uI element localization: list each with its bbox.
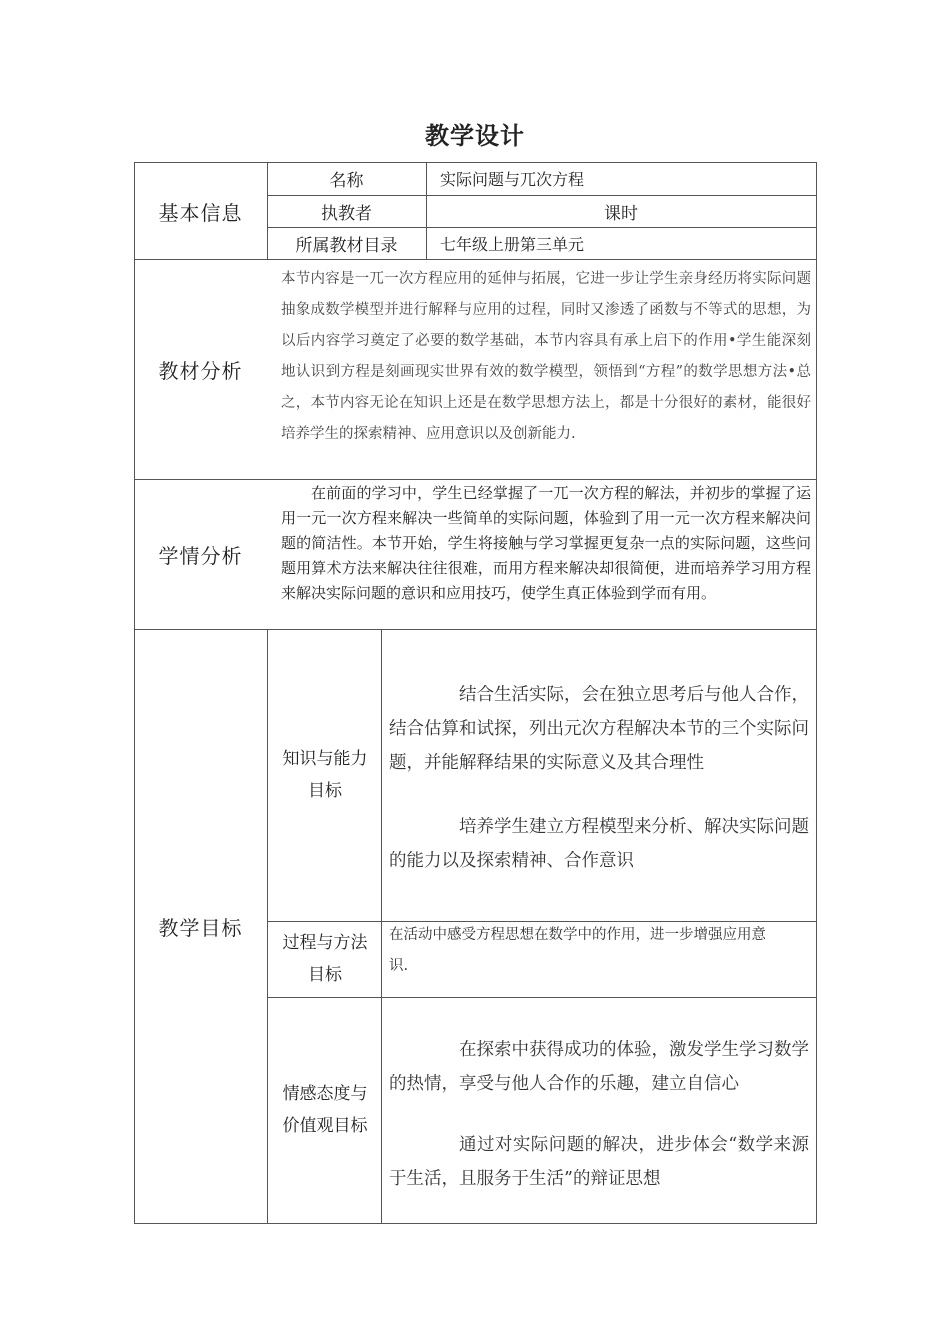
- textbook-analysis-text: 本节内容是一兀一次方程应用的延伸与拓展，它进一步让学生亲身经历将实际问题抽象成数学模型并进行解释与应用的过程，同时又渗透了函数与不等式的思想，为以后内容学习奠定了必要的数学基础，本节内容具有承上启下的作用•学生能深刻地认识到方程是刻画现实世界有效的数学模型，领悟到“方程”的数学思想方法•总之，本节内容无论在知识上还是在数学思想方法上，都是十分很好的素材，能很好培养学生的探索精神、应用意识以及创新能力.: [281, 271, 811, 442]
- emotion-goal-paragraph-2: 通过对实际问题的解决，进步体会“数学来源于生活，且服务于生活”的辩证思想: [389, 1135, 809, 1189]
- teaching-goals-label: 教学目标: [158, 916, 243, 940]
- knowledge-goal-paragraph-1: 结合生活实际，会在独立思考后与他人合作，结合估算和试探，列出元次方程解决本节的三个实际问题，并能解释结果的实际意义及其合理性: [389, 685, 809, 773]
- knowledge-goal-label: 知识与能力目标: [282, 749, 368, 801]
- process-goal-text: [389, 927, 809, 995]
- period-label: 课时: [604, 203, 638, 224]
- process-goal-label: 过程与方法目标: [282, 933, 368, 985]
- name-value: 实际问题与兀次方程: [440, 170, 585, 189]
- student-analysis-text: 在前面的学习中，学生已经掌握了一兀一次方程的解法，并初步的掌握了运用一元一次方程来解决一些简单的实际问题，体验到了用一元一次方程来解决问题的简洁性。本节开始，学生将接触与学习掌握更复杂一点的实际问题，这些问题用算术方法来解决往往很难，而用方程来解决却很简便，进而培养学习用方程来解决实际问题的意识和应用技巧，使学生真正体验到学而有用。: [281, 484, 811, 602]
- emotion-goal-text: [389, 1033, 809, 1218]
- textbook-analysis-label: 教材分析: [158, 358, 243, 383]
- knowledge-goal-text: [389, 678, 809, 918]
- emotion-goal-label: 情感态度与价值观目标: [282, 1084, 368, 1136]
- catalog-label: 所属教材目录: [295, 235, 398, 256]
- teacher-label: 执教者: [321, 203, 372, 224]
- name-label: 名称: [329, 171, 364, 191]
- basic-info-label: 基本信息: [158, 200, 243, 225]
- process-goal-line-1: 在活动中感受方程思想在数学中的作用，进一步增强应用意: [389, 927, 766, 943]
- knowledge-goal-paragraph-2: 培养学生建立方程模型来分析、解决实际问题的能力以及探索精神、合作意识: [389, 817, 809, 871]
- page-title: 教学设计: [425, 121, 525, 150]
- emotion-goal-paragraph-1: 在探索中获得成功的体验，激发学生学习数学的热情，享受与他人合作的乐趣，建立自信心: [389, 1040, 809, 1094]
- catalog-value: 七年级上册第三单元: [440, 234, 585, 254]
- process-goal-line-2: 识.: [389, 958, 409, 974]
- student-analysis-label: 学情分析: [158, 543, 243, 568]
